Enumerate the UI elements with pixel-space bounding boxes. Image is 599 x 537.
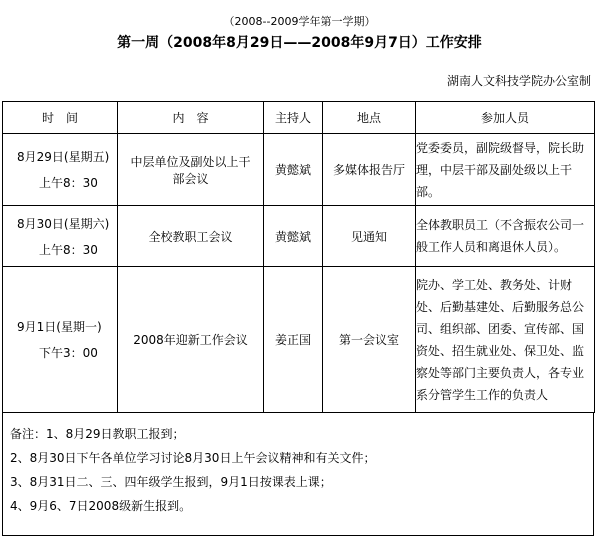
column-header-host: 主持人: [264, 102, 323, 134]
participants-cell: 全体教职员工（不含振农公司一般工作人员和离退休人员）。: [416, 206, 595, 267]
time-text: 上午8：30: [39, 242, 98, 257]
table-row: [3, 206, 595, 267]
table-row: [3, 267, 595, 413]
column-header-location: 地点: [323, 102, 416, 134]
time-text: 下午3：00: [39, 346, 98, 360]
host-cell: 姜正国: [264, 267, 323, 413]
content-cell: 全校教职工会议: [118, 206, 264, 267]
page-title: 第一周（2008年8月29日——2008年9月7日）工作安排: [117, 35, 482, 51]
schedule-table: [2, 101, 595, 413]
column-header-content: 内 容: [118, 102, 264, 134]
table-row: [3, 134, 595, 206]
notes-box: [2, 412, 594, 536]
time-cell: [3, 134, 118, 206]
participants-cell: 院办、学工处、教务处、计财处、后勤基建处、后勤服务总公司、组织部、团委、宣传部、国资处、招生就业处、保卫处、监察处等部门主要负责人，各专业系分管学生工作的负责人: [416, 267, 595, 413]
semester-subtitle: （2008--2009学年第一学期）: [223, 15, 376, 28]
note-line: 3、8月31日二、三、四年级学生报到，9月1日按课表上课；: [10, 475, 332, 489]
issuing-office: 湖南人文科技学院办公室制: [446, 74, 591, 88]
date-text: 8月29日(星期五): [17, 150, 110, 164]
host-cell: 黄懿斌: [264, 206, 323, 267]
host-cell: 黄懿斌: [264, 134, 323, 206]
column-header-participants: 参加人员: [416, 102, 595, 134]
date-text: 8月30日(星期六): [17, 216, 110, 231]
note-line: 备注：1、8月29日教职工报到；: [10, 427, 185, 441]
content-cell: 中层单位及副处以上干部会议: [118, 134, 264, 206]
content-cell: 2008年迎新工作会议: [118, 267, 264, 413]
time-cell: [3, 206, 118, 267]
note-line: 2、8月30日下午各单位学习讨论8月30日上午会议精神和有关文件；: [10, 451, 376, 465]
time-text: 上午8：30: [39, 176, 98, 190]
location-cell: 多媒体报告厅: [323, 134, 416, 206]
participants-cell: 党委委员，副院级督导，院长助理，中层干部及副处级以上干部。: [416, 134, 595, 206]
column-header-time: 时 间: [3, 102, 118, 134]
note-line: 4、9月6、7日2008级新生报到。: [10, 499, 192, 513]
location-cell: 见通知: [323, 206, 416, 267]
date-text: 9月1日(星期一): [17, 320, 102, 334]
time-cell: [3, 267, 118, 413]
table-header-row: [3, 102, 595, 134]
location-cell: 第一会议室: [323, 267, 416, 413]
